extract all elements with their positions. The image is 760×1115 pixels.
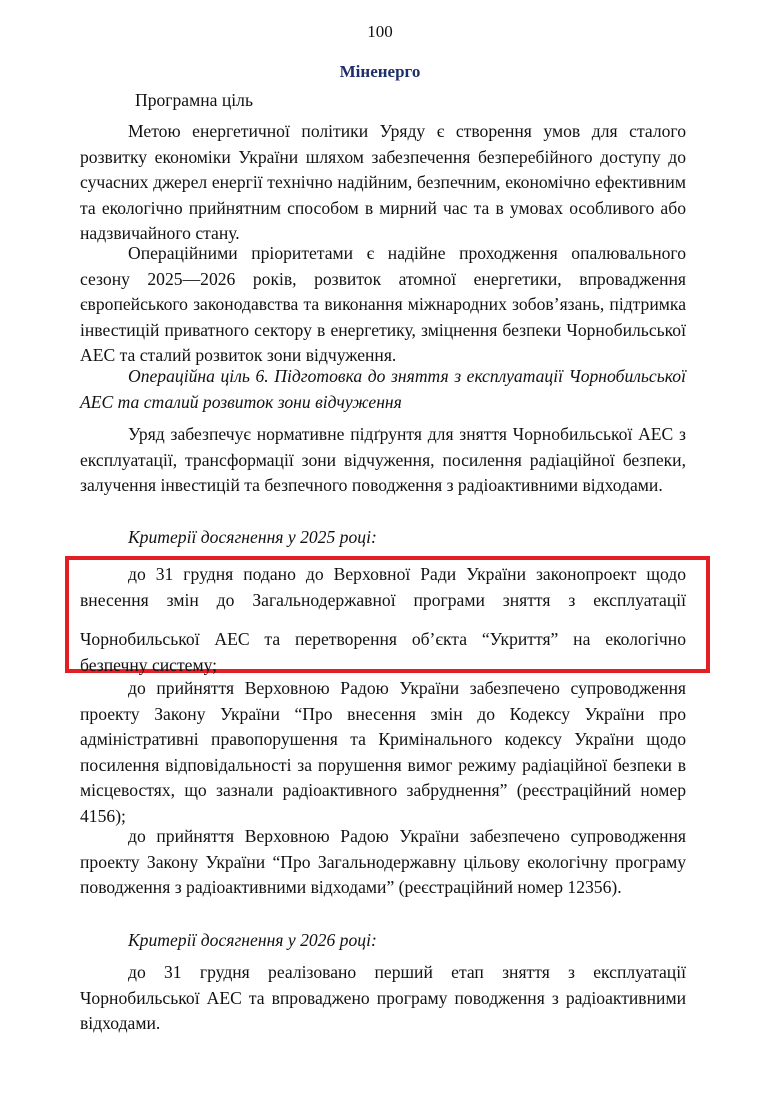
criteria-2025-item-1-line-1: до 31 грудня подано до Верховної Ради України законопроект щодо: [128, 564, 686, 584]
criteria-2025-label: Критерії досягнення у 2025 році:: [128, 527, 377, 547]
paragraph-government-provides: Уряд забезпечує нормативне підґрунтя для зняття Чорнобильської АЕС з експлуатації, трансформації зони відчуження, посилення радіаційної безпеки, залучення інвестицій та безпечного поводження з радіоактивними відходами.: [80, 424, 686, 496]
program-goal-label: Програмна ціль: [135, 90, 253, 110]
ministry-heading: Міненерго: [339, 62, 421, 81]
operational-goal-heading: Операційна ціль 6. Підготовка до зняття з експлуатації Чорнобильської АЕС та сталий розвиток зони відчуження: [80, 366, 686, 412]
criteria-2025-item-2: до прийняття Верховною Радою України забезпечено супроводження проекту Закону України “Про внесення змін до Кодексу України про адміністративні правопорушення та Кримінального кодексу України щодо посилення відповідальності за порушення вимог режиму радіаційної безпеки в місцевостях, що зазнали радіоактивного забруднення” (реєстраційний номер 4156);: [80, 678, 686, 826]
paragraph-priorities: Операційними пріоритетами є надійне проходження опалювального сезону 2025—2026 років, розвиток атомної енергетики, впровадження європейського законодавства та виконання міжнародних зобов’язань, підтримка інвестицій приватного сектору в енергетику, зміцнення безпеки Чорнобильської АЕС та сталий розвиток зони відчуження.: [80, 243, 686, 366]
criteria-2026-item-1: до 31 грудня реалізовано перший етап зняття з експлуатації Чорнобильської АЕС та впроваджено програму поводження з радіоактивними відходами.: [80, 962, 686, 1034]
page-number: 100: [367, 22, 393, 41]
criteria-2025-item-1-line-3: Чорнобильської АЕС та перетворення об’єкта “Укриття” на екологічно: [80, 629, 686, 649]
criteria-2025-item-1-line-2: внесення змін до Загальнодержавної програми зняття з експлуатації: [80, 590, 686, 610]
criteria-2025-item-1-line-4: безпечну систему;: [80, 655, 218, 675]
criteria-2026-label: Критерії досягнення у 2026 році:: [128, 930, 377, 950]
criteria-2025-item-3: до прийняття Верховною Радою України забезпечено супроводження проекту Закону України “Про Загальнодержавну цільову екологічну програму поводження з радіоактивними відходами” (реєстраційний номер 12356).: [80, 826, 686, 898]
paragraph-goal: Метою енергетичної політики Уряду є створення умов для сталого розвитку економіки України шляхом забезпечення безперебійного доступу до сучасних джерел енергії технічно надійним, безпечним, економічно ефективним та екологічно прийнятним способом в мирний час та в умовах особливого або надзвичайного стану.: [80, 121, 686, 244]
criteria-2025-item-1: [80, 561, 686, 678]
